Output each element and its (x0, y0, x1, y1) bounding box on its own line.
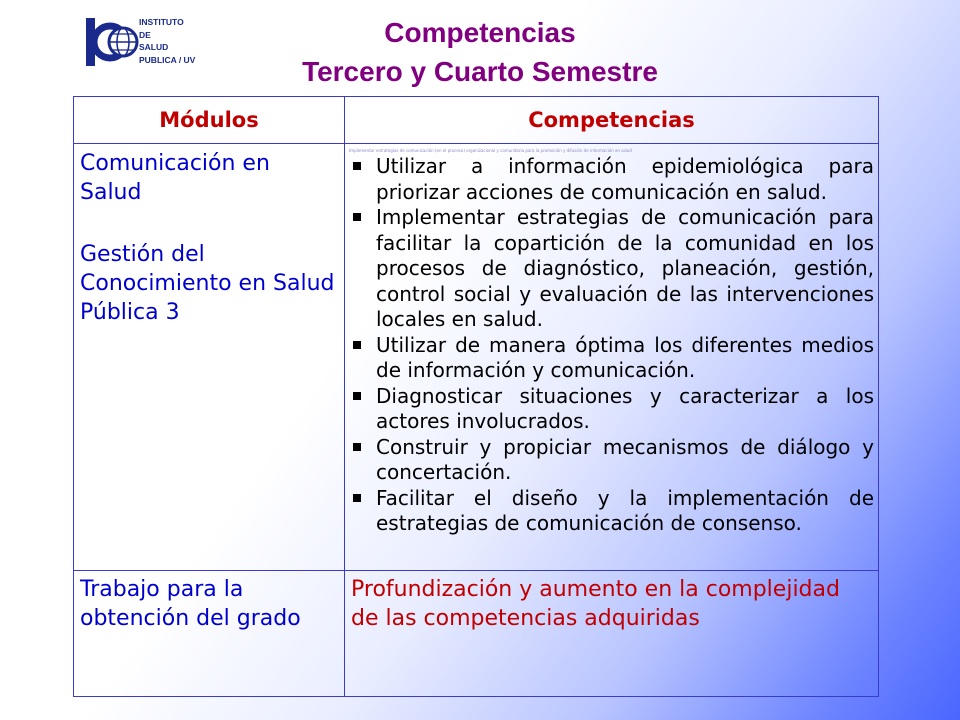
module-name: Comunicación en Salud (80, 151, 270, 205)
table-row (74, 571, 879, 697)
competency-list (345, 154, 878, 537)
column-header-modules: Módulos (74, 97, 345, 144)
table-row (74, 144, 879, 571)
modules-cell (74, 144, 345, 571)
competencies-cell (345, 144, 879, 571)
list-item: Implementar estrategias de comunicación para facilitar la copartición de la comunidad en los procesos de diagnóstico, planeación, gestión, control social y evaluación de las intervenciones locales en salud. (351, 205, 874, 333)
list-item: Diagnosticar situaciones y caracterizar a los actores involucrados. (351, 384, 874, 435)
page-title: Competencias (384, 17, 576, 48)
competency-cell-grado: Profundización y aumento en la complejidad de las competencias adquiridas (345, 571, 879, 697)
list-item: Construir y propiciar mecanismos de diálogo y concertación. (351, 435, 874, 486)
column-header-competencies: Competencias (345, 97, 879, 144)
list-item: Utilizar a información epidemiológica para priorizar acciones de comunicación en salud. (351, 154, 874, 205)
logo-line: INSTITUTO (139, 17, 184, 27)
logo-line: DE (139, 29, 151, 40)
list-item: Utilizar de manera óptima los diferentes medios de información y comunicación. (351, 333, 874, 384)
module-cell-grado: Trabajo para la obtención del grado (74, 571, 345, 697)
list-item: Facilitar el diseño y la implementación de estrategias de comunicación de consenso. (351, 486, 874, 537)
logo-line: PUBLICA / UV (139, 54, 196, 65)
page-subtitle: Tercero y Cuarto Semestre (302, 56, 658, 87)
logo-line: SALUD (139, 42, 169, 52)
module-name: Gestión del Conocimiento en Salud Pública 3 (80, 242, 335, 325)
small-note: Implementar estrategias de comunicación (en el proceso) organizacional y comunitaria para la promoción y difusión de información en salud (349, 148, 632, 153)
table-header-row (74, 97, 879, 144)
competencies-table (73, 96, 879, 697)
